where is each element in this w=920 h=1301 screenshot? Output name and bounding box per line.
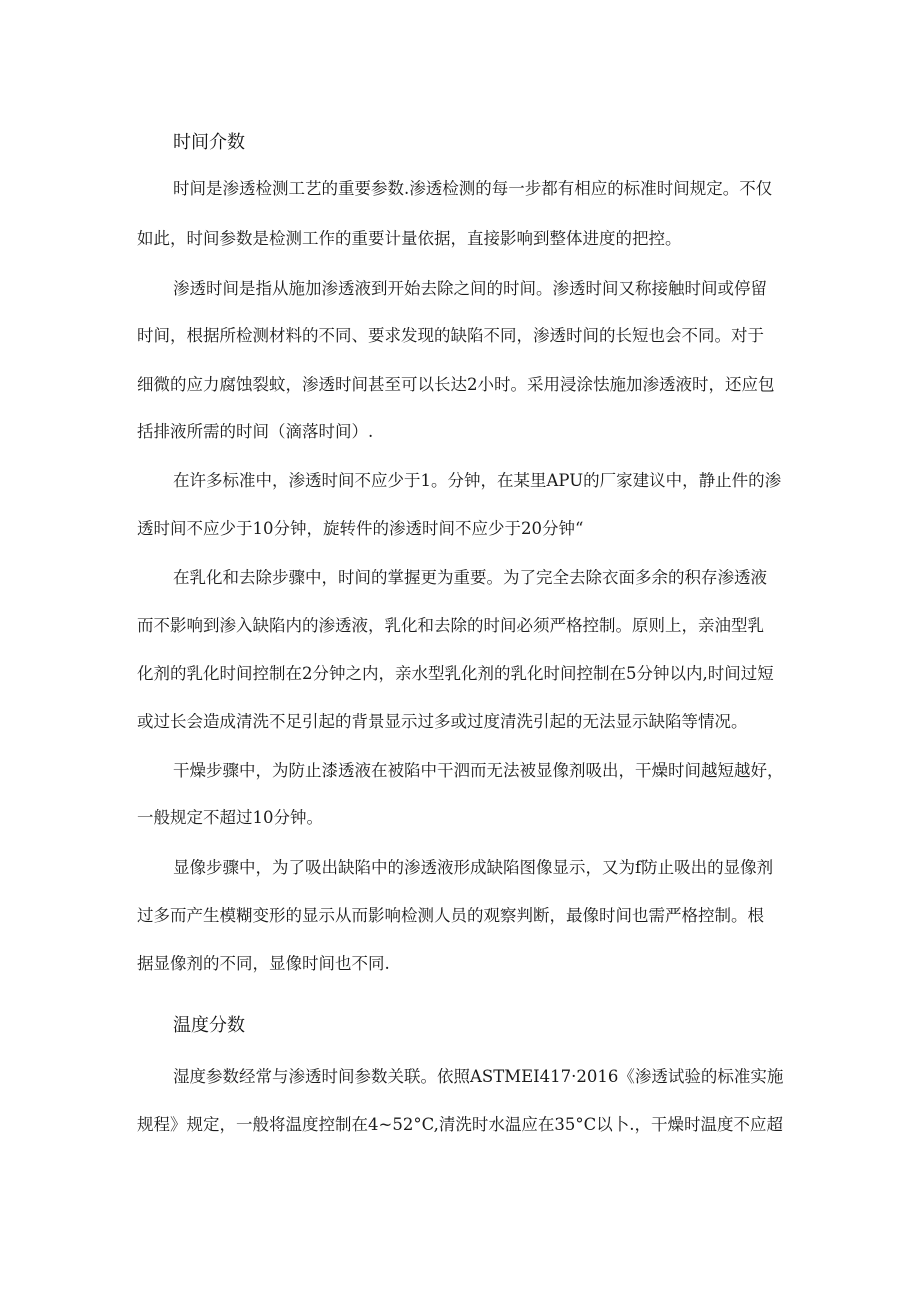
paragraph-line: 在乳化和去除步骤中，时间的掌握更为重要。为了完全去除衣面多余的积存渗透液 [173, 568, 767, 587]
paragraph-line: 一般规定不超过10分钟。 [137, 808, 323, 827]
section-heading-time: 时间介数 [173, 132, 245, 153]
paragraph-line: 化剂的乳化时间控制在2分钟之内，亲水型乳化剂的乳化时间控制在5分钟以内,时间过短 [137, 664, 774, 683]
paragraph-line: 在许多标准中，渗透时间不应少于1。分钟，在某里APU的厂家建议中，静止件的渗 [173, 471, 782, 490]
paragraph-line: 显像步骤中，为了吸出缺陷中的渗透液形成缺陷图像显示，又为f防止吸出的显像剂 [173, 858, 774, 877]
paragraph-line: 干燥步骤中，为防止漆透液在被陷中干泗而无法被显像剂吸出，干燥时间越短越好， [173, 761, 784, 780]
paragraph-line: 湿度参数经常与渗透时间参数关联。依照ASTMEI417·2016《渗透试验的标准实施 [173, 1067, 784, 1086]
paragraph-line: 括排液所需的时间（滴落时间）. [137, 422, 374, 441]
paragraph-line: 据显像剂的不同，显像时间也不同. [137, 954, 390, 973]
paragraph-line: 细微的应力腐蚀裂蚊，渗透时间甚至可以长达2小时。采用浸涂怯施加渗透液时，还应包 [137, 375, 775, 394]
paragraph-line: 而不影响到渗入缺陷内的渗透液，乳化和去除的时间必须严格控制。原则上，亲油型乳 [137, 616, 764, 635]
paragraph-line: 规程》规定，一般将温度控制在4~52°C,清洗时水温应在35°C以卜.，干燥时温度不应超 [137, 1115, 783, 1134]
paragraph-line: 如此，时间参数是检测工作的重要计量依据，直接影响到整体进度的把控。 [137, 229, 682, 248]
paragraph-line: 或过长会造成清洗不足引起的背景显示过多或过度清洗引起的无法显示缺陷等情况。 [137, 712, 748, 731]
section-heading-temperature: 温度分数 [173, 1015, 245, 1036]
paragraph-line: 时间是渗透检测工艺的重要参数.渗透检测的每一步都有相应的标准时间规定。不仅 [173, 179, 773, 198]
paragraph-line: 透时间不应少于10分钟，旋转件的渗透时间不应少于20分钟“ [137, 519, 584, 538]
paragraph-line: 渗透时间是指从施加渗透液到开始去除之间的时间。渗透时间又称接触时间或停留 [173, 279, 767, 298]
paragraph-line: 时间，根据所检测材料的不同、要求发现的缺陷不同，渗透时间的长短也会不同。对于 [137, 326, 764, 345]
paragraph-line: 过多而产生模糊变形的显示从而影响检测人员的观察判断，最像时间也需严格控制。根 [137, 906, 764, 925]
